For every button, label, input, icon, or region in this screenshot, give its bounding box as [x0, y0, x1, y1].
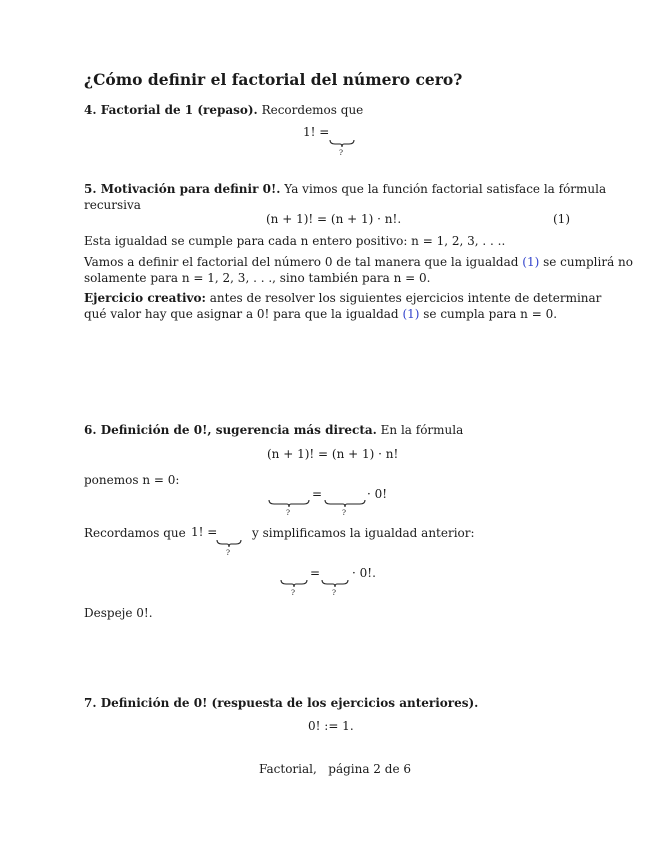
- section-6-formula: (n + 1)! = (n + 1) · n!: [267, 447, 399, 461]
- section-4-paragraph: [84, 102, 363, 118]
- placeholder-question-5: ?: [291, 588, 296, 597]
- equation-ref-link[interactable]: (1): [402, 307, 420, 321]
- section-6-paragraph: [84, 422, 463, 438]
- eq3-tail: · 0!.: [352, 566, 376, 580]
- placeholder-question-3: ?: [342, 508, 347, 517]
- section-6-heading: 6. Definición de 0!, sugerencia más directa.: [84, 423, 377, 437]
- placeholder-question-1: ?: [339, 148, 344, 157]
- equation-ref-link[interactable]: (1): [522, 255, 540, 269]
- placeholder-question-4: ?: [226, 548, 231, 557]
- section-5-heading: 5. Motivación para definir 0!.: [84, 182, 281, 196]
- section-5-text: Ya vimos que la función factorial satisface la fórmula: [284, 182, 607, 196]
- section-7-definition: 0! := 1.: [308, 719, 354, 733]
- equals-sign: =: [310, 566, 321, 580]
- recall-equation: 1! =: [191, 525, 218, 539]
- section-5-line: Esta igualdad se cumple para cada n entero positivo: n = 1, 2, 3, . . ..: [84, 234, 506, 248]
- recall-text: Recordamos que: [84, 526, 186, 540]
- solve-instruction: Despeje 0!.: [84, 606, 153, 620]
- section-7-heading: 7. Definición de 0! (respuesta de los ejercicios anteriores).: [84, 696, 479, 710]
- section-5-para2-line1: Vamos a definir el factorial del número 0 de tal manera que la igualdad (1) se cumplirá no: [84, 255, 633, 269]
- equals-sign: =: [312, 487, 323, 501]
- page-footer: Factorial, página 2 de 6: [259, 762, 411, 776]
- section-4-heading: 4. Factorial de 1 (repaso).: [84, 103, 258, 117]
- section-5-formula: (n + 1)! = (n + 1) · n!.: [266, 212, 402, 226]
- placeholder-question-2: ?: [286, 508, 291, 517]
- exercise-heading: Ejercicio creativo:: [84, 291, 206, 305]
- recall-text-tail: y simplificamos la igualdad anterior:: [252, 526, 475, 540]
- section-6-text: En la fórmula: [380, 423, 464, 437]
- page-title: ¿Cómo definir el factorial del número cero?: [84, 70, 463, 89]
- section-5-paragraph: [84, 181, 606, 197]
- section-5-para2-line2: solamente para n = 1, 2, 3, . . ., sino también para n = 0.: [84, 271, 431, 285]
- section-4-text: Recordemos que: [261, 103, 364, 117]
- eq2-tail: · 0!: [367, 487, 388, 501]
- exercise-paragraph-line2: qué valor hay que asignar a 0! para que la igualdad (1) se cumpla para n = 0.: [84, 307, 558, 321]
- equation-number: (1): [553, 212, 570, 226]
- placeholder-question-6: ?: [332, 588, 337, 597]
- section-5-text-cont: recursiva: [84, 198, 141, 212]
- section-4-equation: 1! =: [303, 125, 330, 139]
- section-6-substitution: ponemos n = 0:: [84, 473, 180, 487]
- exercise-paragraph-line1: Ejercicio creativo: antes de resolver los siguientes ejercicios intente de determinar: [84, 291, 602, 305]
